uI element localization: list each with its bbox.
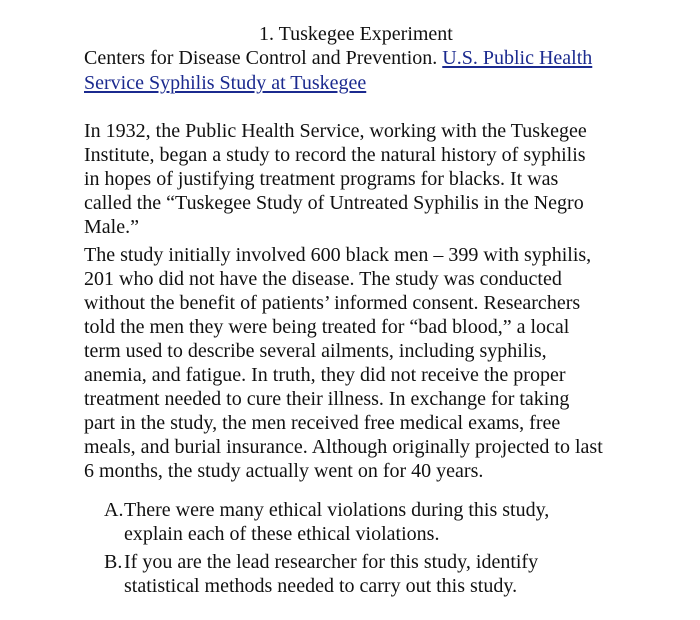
question-a — [104, 498, 584, 546]
paragraph-line: called the “Tuskegee Study of Untreated Syphilis in the Negro — [84, 192, 584, 214]
paragraph-study-details — [84, 243, 644, 483]
source-citation-line-1 — [84, 46, 592, 70]
source-link-part-2[interactable]: Service Syphilis Study at Tuskegee — [84, 72, 367, 94]
paragraph-line: part in the study, the men received free medical exams, free — [84, 412, 561, 434]
paragraph-line: told the men they were being treated for “bad blood,” a local — [84, 316, 570, 338]
question-a-label: A. — [104, 499, 124, 521]
question-a-line-1 — [104, 498, 584, 522]
source-citation-line-2 — [84, 71, 366, 95]
source-link-part-1[interactable]: U.S. Public Health — [442, 47, 593, 69]
paragraph-line: term used to describe several ailments, including syphilis, — [84, 340, 547, 362]
paragraph-line: 201 who did not have the disease. The study was conducted — [84, 268, 562, 290]
source-prefix: Centers for Disease Control and Prevention. — [84, 47, 438, 69]
paragraph-line: treatment needed to cure their illness. In exchange for taking — [84, 388, 570, 410]
paragraph-line: Male.” — [84, 216, 139, 238]
paragraph-line: anemia, and fatigue. In truth, they did not receive the proper — [84, 364, 566, 386]
paragraph-history — [84, 119, 644, 239]
question-a-text-2: explain each of these ethical violations. — [124, 523, 440, 545]
paragraph-line: In 1932, the Public Health Service, working with the Tuskegee — [84, 120, 587, 142]
question-b-text-1: If you are the lead researcher for this study, identify — [124, 551, 539, 573]
question-b-label: B. — [104, 551, 123, 573]
paragraph-line: without the benefit of patients’ informed consent. Researchers — [84, 292, 581, 314]
paragraph-line: meals, and burial insurance. Although originally projected to last — [84, 436, 603, 458]
paragraph-line: in hopes of justifying treatment programs for blacks. It was — [84, 168, 559, 190]
paragraph-line: Institute, began a study to record the natural history of syphilis — [84, 144, 586, 166]
page-title: 1. Tuskegee Experiment — [259, 23, 453, 45]
paragraph-line: 6 months, the study actually went on for 40 years. — [84, 460, 484, 482]
question-b — [104, 550, 584, 598]
question-a-text-1: There were many ethical violations during this study, — [124, 499, 550, 521]
paragraph-line: The study initially involved 600 black men – 399 with syphilis, — [84, 244, 592, 266]
question-b-line-1 — [104, 550, 584, 574]
question-b-text-2: statistical methods needed to carry out this study. — [124, 575, 518, 597]
